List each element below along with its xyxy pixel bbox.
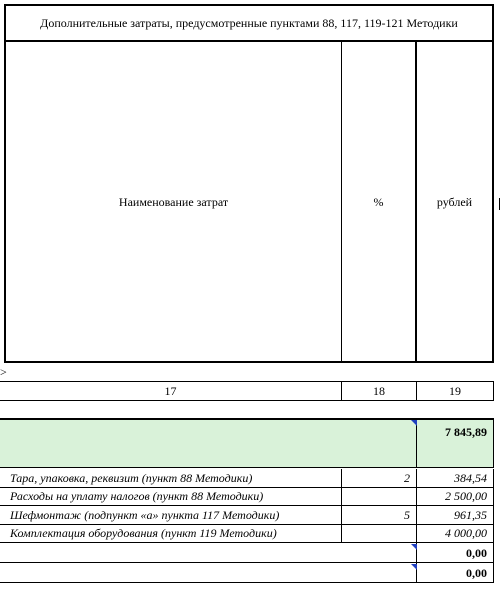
sum-row-value-cell[interactable]	[417, 563, 494, 583]
sum-row-label-cell[interactable]	[0, 563, 417, 583]
table-row-name[interactable]: Комплектация оборудования (пункт 119 Методики)	[0, 525, 342, 543]
table-row-rubles[interactable]: 4 000,00	[417, 525, 494, 543]
column-header-name[interactable]	[4, 42, 342, 363]
header-title-cell	[4, 4, 494, 42]
sum-row-label-cell[interactable]	[0, 543, 417, 563]
table-row-name[interactable]: Тара, упаковка, реквизит (пункт 88 Методики)	[0, 469, 342, 488]
column-number-19-label: 19	[449, 384, 461, 398]
table-row-rubles[interactable]: 384,54	[417, 469, 494, 488]
clipped-column-edge	[499, 198, 500, 210]
sum-row-value-cell[interactable]	[417, 543, 494, 563]
sum-row-value: 0,00	[466, 566, 487, 580]
column-header-percent[interactable]	[342, 42, 417, 363]
column-number-18[interactable]	[342, 381, 417, 401]
sum-row-value: 0,00	[466, 546, 487, 560]
column-header-rubles[interactable]	[417, 42, 494, 363]
header-title: Дополнительные затраты, предусмотренные пунктами 88, 117, 119-121 Методики	[40, 16, 458, 30]
total-row-value-cell[interactable]	[417, 418, 494, 468]
column-header-percent-label: %	[373, 194, 384, 209]
table-row-percent[interactable]	[342, 525, 417, 543]
total-row-value: 7 845,89	[445, 425, 487, 439]
table-row-percent[interactable]: 2	[342, 469, 417, 488]
column-number-18-label: 18	[373, 384, 385, 398]
table-row-percent[interactable]: 5	[342, 506, 417, 525]
table-row-name[interactable]: Шефмонтаж (подпункт «а» пункта 117 Методики)	[0, 506, 342, 525]
table-row-rubles[interactable]: 2 500,00	[417, 488, 494, 506]
column-number-17-label: 17	[164, 384, 177, 398]
column-number-17[interactable]	[0, 381, 342, 401]
column-header-rubles-label: рублей	[436, 194, 473, 209]
column-number-19[interactable]	[417, 381, 494, 401]
row-marker: >	[0, 365, 7, 379]
table-row-percent[interactable]	[342, 488, 417, 506]
table-row-rubles[interactable]: 961,35	[417, 506, 494, 525]
column-header-name-label: Наименование затрат	[118, 194, 229, 209]
total-row-label-cell[interactable]	[0, 418, 417, 468]
table-row-name[interactable]: Расходы на уплату налогов (пункт 88 Методики)	[0, 488, 342, 506]
